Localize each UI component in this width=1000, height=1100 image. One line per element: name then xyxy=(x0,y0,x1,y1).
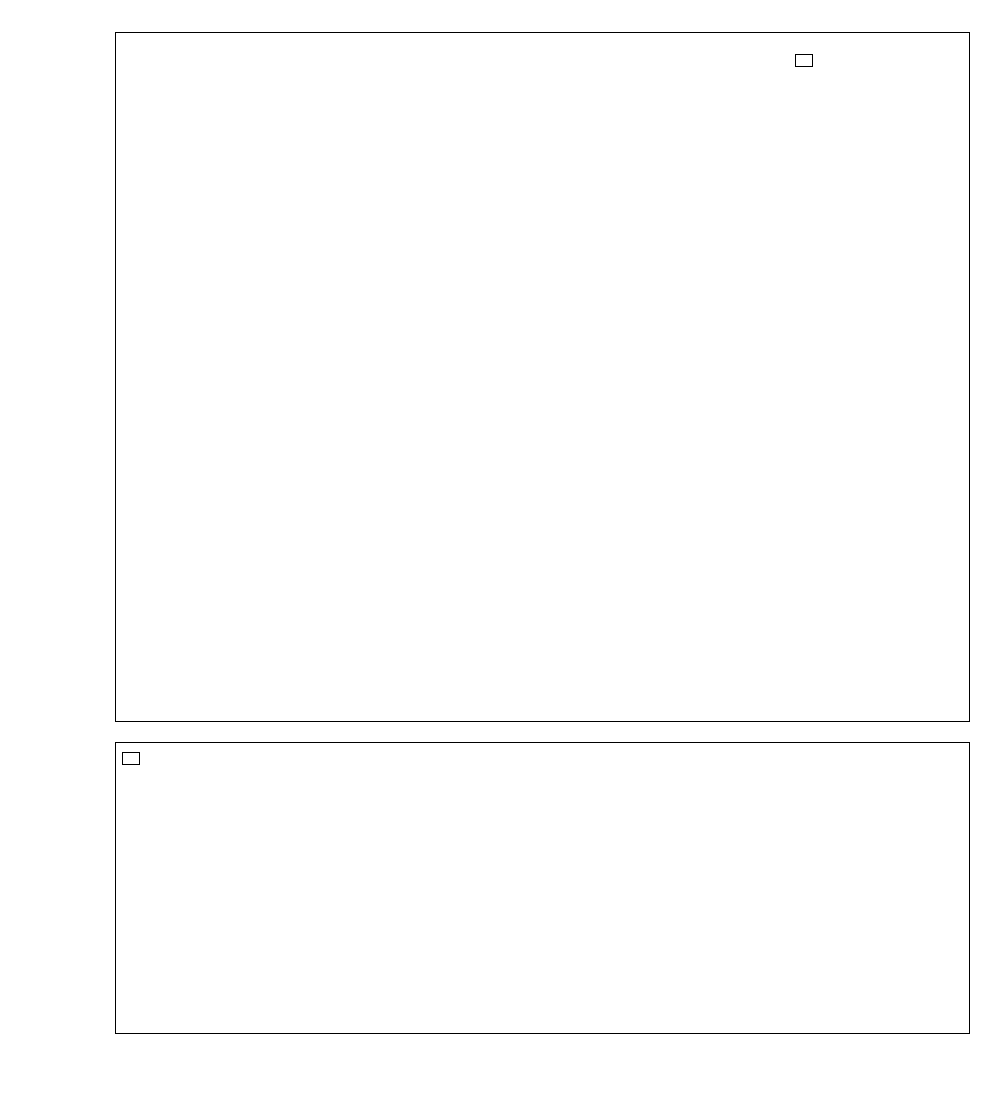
bars-ruptures xyxy=(116,743,969,1033)
incremental-rate-plot xyxy=(115,32,970,722)
legend-top xyxy=(795,54,813,67)
legend-bottom xyxy=(122,752,140,765)
rupture-count-plot xyxy=(115,742,970,1034)
bars-nucleation xyxy=(116,33,969,721)
